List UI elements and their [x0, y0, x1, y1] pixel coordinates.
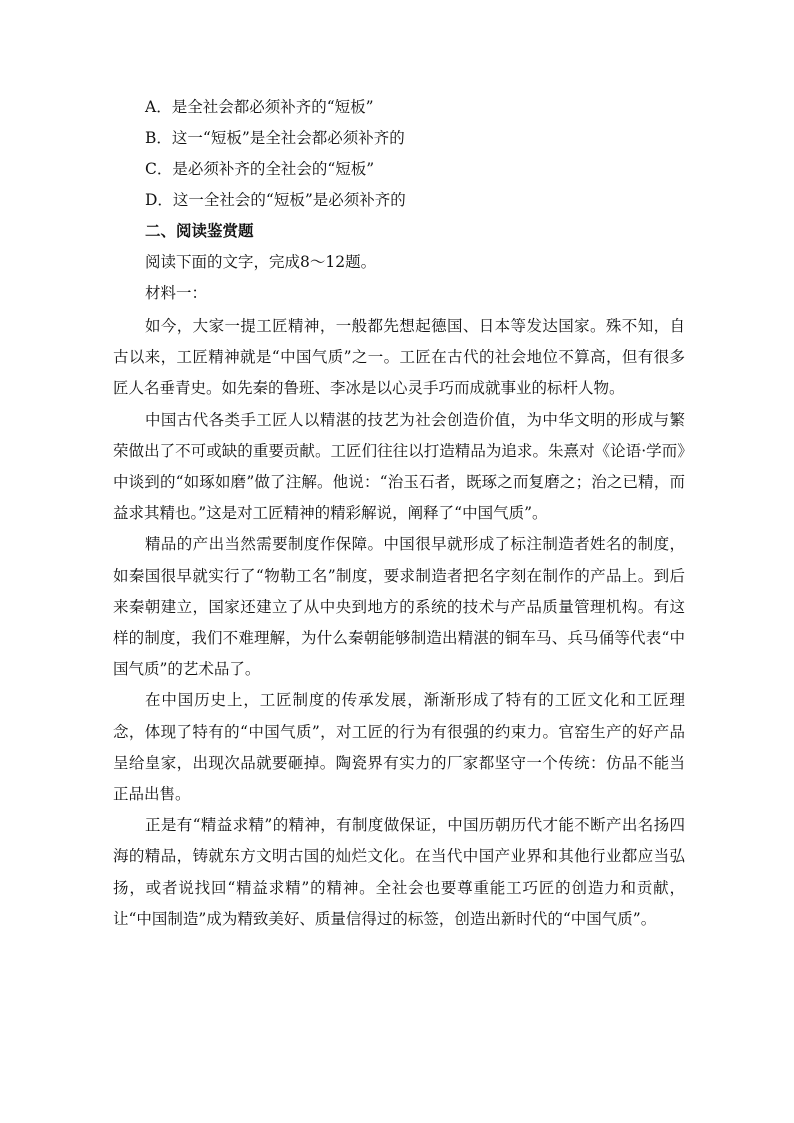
paragraph-4: 在中国历史上，工匠制度的传承发展，渐渐形成了特有的工匠文化和工匠理念，体现了特有的“中国气质”，对工匠的行为有很强的约束力。官窑生产的好产品呈给皇家，出现次品就要砸掉。陶瓷界有实力的厂家都坚守一个传统：仿品不能当正品出售。 [113, 691, 685, 804]
option-b: B．这一“短板”是全社会都必须补齐的 [145, 129, 405, 147]
paragraph-1: 如今，大家一提工匠精神，一般都先想起德国、日本等发达国家。殊不知，自古以来，工匠精神就是“中国气质”之一。工匠在古代的社会地位不算高，但有很多匠人名垂青史。如先秦的鲁班、李冰是以心灵手巧而成就事业的标杆人物。 [113, 317, 685, 398]
paragraph-3: 精品的产出当然需要制度作保障。中国很早就形成了标注制造者姓名的制度，如秦国很早就实行了“物勒工名”制度，要求制造者把名字刻在制作的产品上。到后来秦朝建立，国家还建立了从中央到地方的系统的技术与产品质量管理机构。有这样的制度，我们不难理解，为什么秦朝能够制造出精湛的铜车马、兵马俑等代表“中国气质”的艺术品了。 [113, 535, 685, 679]
paragraph-5: 正是有“精益求精”的精神，有制度做保证，中国历朝历代才能不断产出名扬四海的精品，铸就东方文明古国的灿烂文化。在当代中国产业界和其他行业都应当弘扬，或者说找回“精益求精”的精神。全社会也要尊重能工巧匠的创造力和贡献，让“中国制造”成为精致美好、质量信得过的标签，创造出新时代的“中国气质”。 [113, 816, 685, 928]
reading-instruction: 阅读下面的文字，完成8～12题。 [145, 253, 377, 271]
option-a: A．是全社会都必须补齐的“短板” [145, 98, 374, 116]
section-heading: 二、阅读鉴赏题 [145, 222, 254, 240]
material-body [113, 311, 685, 935]
answer-options [145, 92, 705, 216]
option-d: D．这一全社会的“短板”是必须补齐的 [145, 191, 406, 209]
paragraph-2: 中国古代各类手工匠人以精湛的技艺为社会创造价值，为中华文明的形成与繁荣做出了不可或缺的重要贡献。工匠们往往以打造精品为追求。朱熹对《论语·学而》中谈到的“如琢如磨”做了注解。他说：“治玉石者，既琢之而复磨之；治之已精，而益求其精也。”这是对工匠精神的精彩解说，阐释了“中国气质”。 [113, 410, 685, 523]
material-label: 材料一： [145, 284, 208, 302]
option-c: C．是必须补齐的全社会的“短板” [145, 160, 375, 178]
